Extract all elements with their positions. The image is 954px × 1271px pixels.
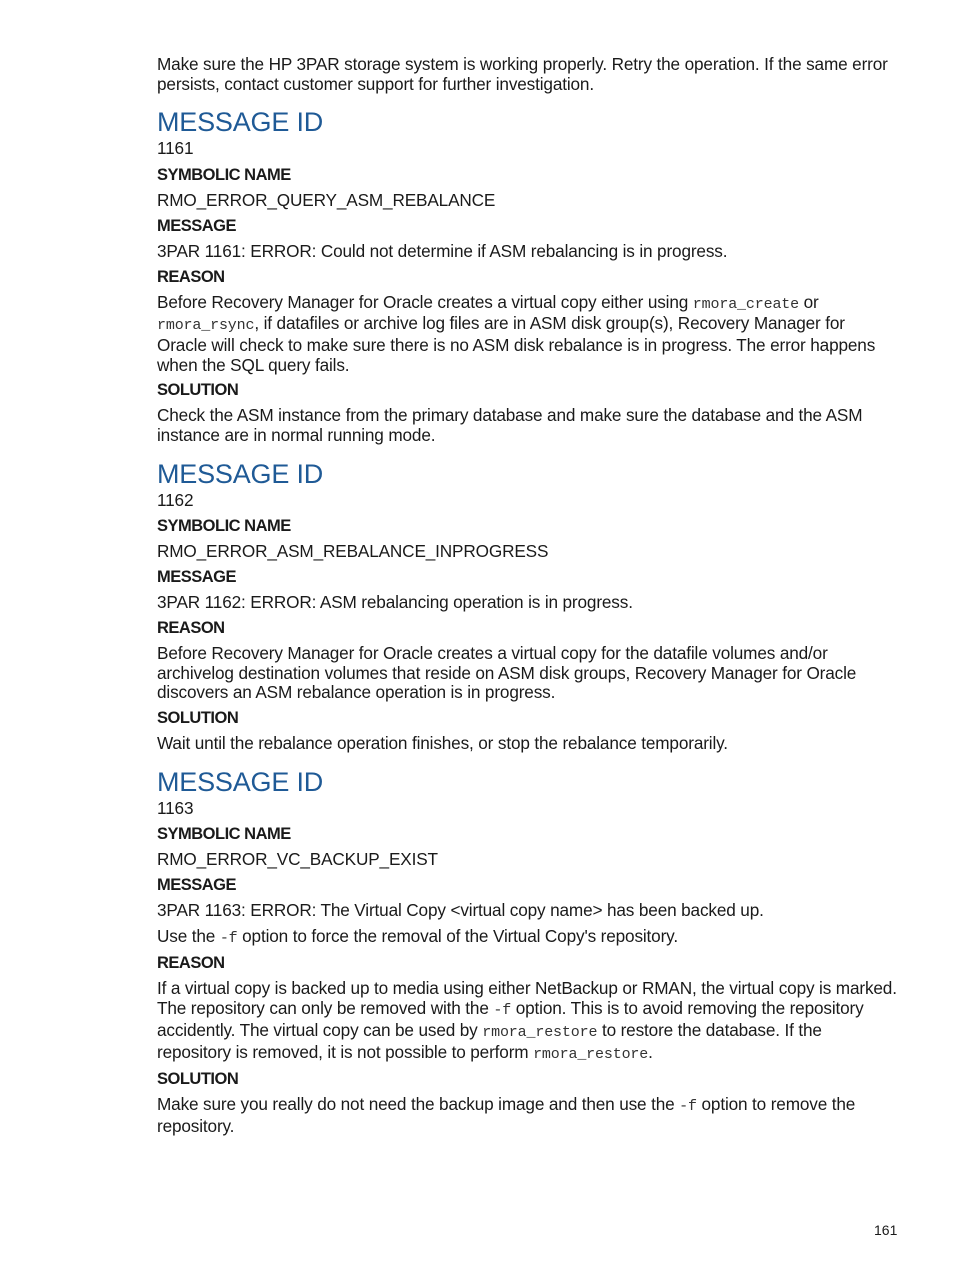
message-note-part: option to force the removal of the Virtual Copy's repository. (237, 925, 678, 946)
reason-label: REASON (157, 954, 225, 973)
solution-text-part: option to remove the repository. (157, 1094, 856, 1136)
reason-text (157, 979, 897, 1064)
reason-text-part: Before Recovery Manager for Oracle creates a virtual copy either using (157, 291, 693, 312)
message-note (157, 927, 897, 949)
message-section-1162 (157, 459, 897, 754)
reason-text-part: , if datafiles or archive log files are in ASM disk group(s), Recovery Manager for Oracle will check to make sure there is no ASM disk rebalance is in progress. The error happens when the SQL query fails. (157, 313, 876, 375)
option-code: -f (219, 929, 238, 947)
solution-text: Check the ASM instance from the primary database and make sure the database and the ASM instance are in normal running mode. (157, 405, 863, 446)
reason-label: REASON (157, 618, 225, 637)
solution-label: SOLUTION (157, 708, 239, 727)
message-text: 3PAR 1162: ERROR: ASM rebalancing operation is in progress. (157, 592, 633, 613)
solution-label: SOLUTION (157, 381, 239, 400)
message-id-heading: MESSAGE ID (157, 458, 324, 489)
command-code: rmora_create (692, 295, 800, 313)
option-code: -f (493, 1002, 512, 1020)
solution-label: SOLUTION (157, 1070, 239, 1089)
reason-text: Before Recovery Manager for Oracle creates a virtual copy for the datafile volumes and/or archivelog destination volumes that reside on ASM disk groups, Recovery Manager for Oracle discovers an ASM rebalance operation is in progress. (157, 642, 857, 703)
command-code: rmora_restore (533, 1045, 649, 1063)
reason-label: REASON (157, 267, 225, 286)
symbolic-name-label: SYMBOLIC NAME (157, 517, 291, 536)
message-section-1163 (157, 767, 897, 1137)
option-code: -f (679, 1098, 697, 1116)
message-id-heading: MESSAGE ID (157, 107, 324, 138)
reason-text-part: . (648, 1041, 653, 1062)
reason-text-part: or (799, 291, 819, 312)
message-text: 3PAR 1161: ERROR: Could not determine if ASM rebalancing is in progress. (157, 240, 728, 261)
intro-paragraph: Make sure the HP 3PAR storage system is working properly. Retry the operation. If the same error persists, contact customer support for further investigation. (157, 54, 888, 94)
symbolic-name-value: RMO_ERROR_VC_BACKUP_EXIST (157, 849, 438, 870)
reason-text (157, 293, 897, 376)
message-id-value: 1163 (157, 797, 194, 818)
symbolic-name-label: SYMBOLIC NAME (157, 166, 291, 185)
solution-text-part: Make sure you really do not need the backup image and then use the (157, 1094, 680, 1115)
message-label: MESSAGE (157, 876, 237, 895)
solution-text (157, 1095, 897, 1136)
message-section-1161 (157, 107, 897, 445)
message-id-value: 1161 (157, 138, 194, 159)
message-label: MESSAGE (157, 568, 237, 587)
message-note-part: Use the (157, 925, 220, 946)
symbolic-name-label: SYMBOLIC NAME (157, 825, 291, 844)
solution-text: Wait until the rebalance operation finishes, or stop the rebalance temporarily. (157, 732, 728, 753)
symbolic-name-value: RMO_ERROR_QUERY_ASM_REBALANCE (157, 190, 496, 211)
message-text: 3PAR 1163: ERROR: The Virtual Copy <virtual copy name> has been backed up. (157, 900, 764, 921)
reason-text-part: to restore the database. If the repository is removed, it is not possible to perform (157, 1019, 822, 1062)
page-body (157, 55, 897, 1143)
reason-text-part: If a virtual copy is backed up to media using either NetBackup or RMAN, the virtual copy is marked. The repository can only be removed with the (157, 978, 897, 1019)
message-id-value: 1162 (157, 489, 194, 510)
symbolic-name-value: RMO_ERROR_ASM_REBALANCE_INPROGRESS (157, 541, 549, 562)
page-number: 161 (874, 1222, 898, 1238)
reason-text-part: option. This is to avoid removing the repository accidently. The virtual copy can be used by (157, 998, 864, 1040)
command-code: rmora_rsync (157, 317, 255, 335)
message-id-heading: MESSAGE ID (157, 766, 324, 797)
command-code: rmora_restore (482, 1023, 598, 1041)
message-label: MESSAGE (157, 216, 237, 235)
